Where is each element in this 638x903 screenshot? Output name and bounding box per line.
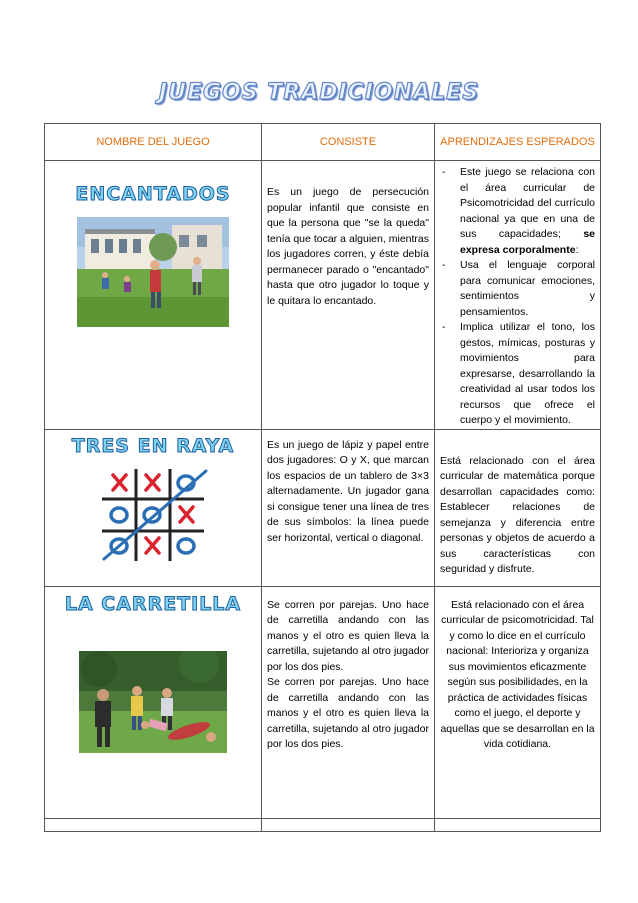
game-name-cell	[45, 429, 262, 586]
tic-tac-toe-board	[88, 465, 218, 565]
description-cell	[262, 429, 435, 586]
game-name-cell	[45, 586, 262, 818]
game-name-la-carretilla: LA CARRETILLA	[64, 592, 242, 615]
header-consiste: CONSISTE	[262, 124, 435, 161]
game-name-cell	[45, 161, 262, 430]
children-playing-photo	[77, 217, 229, 327]
description-cell	[262, 161, 435, 430]
empty-cell	[262, 818, 435, 831]
list-item: - Usa el lenguaje corporal para comunicar emociones, sentimientos y pensamientos.	[440, 258, 595, 320]
learning-cell	[435, 586, 601, 818]
list-item: - Este juego se relaciona con el área curricular de Psicomotricidad del currículo nacional ya que en una de sus capacidades; se expresa corporalmente:	[440, 165, 595, 258]
learning-cell	[435, 429, 601, 586]
table-row	[45, 586, 601, 818]
description-encantados: Es un juego de persecución popular infantil que consiste en que la persona que "se la queda" tenía que tocar a alguien, mientras los jugadores corren, y éste debía permanecer parado o "encantado" hasta que otro jugador lo toque y le quitara lo encantado.	[267, 186, 429, 307]
game-name-tres-en-raya: TRES EN RAYA	[71, 434, 235, 457]
description-tres-en-raya: Es un juego de lápiz y papel entre dos jugadores: O y X, que marcan los espacios de un tablero de 3×3 alternadamente. Un jugador gana si consigue tener una línea de tres de sus símbolos: la línea puede ser horizontal, vertical o diagonal.	[267, 438, 429, 544]
learning-tres-en-raya: Está relacionado con el área curricular de matemática porque desarrollan capacidades como: Establecer relaciones de semejanza y diferencia entre personas y objetos de acuerdo a sus características con seguridad y disfrute.	[440, 454, 595, 575]
empty-cell	[45, 818, 262, 831]
table-row	[45, 161, 601, 430]
description-cell	[262, 586, 435, 818]
empty-row	[45, 818, 601, 831]
header-nombre: NOMBRE DEL JUEGO	[45, 124, 262, 161]
description-la-carretilla: Se corren por parejas. Uno hace de carretilla andando con las manos y el otro es quien lleva la carretilla, sujetando al otro jugador por los dos pies. Se corren por parejas. Uno hace de carretilla andando con las manos y el otro es quien lleva la carretilla, sujetando al otro jugador por los dos pies.	[267, 598, 429, 750]
game-name-encantados: ENCANTADOS	[75, 183, 231, 205]
header-aprendizajes: APRENDIZAJES ESPERADOS	[435, 124, 601, 161]
list-item: - Implica utilizar el tono, los gestos, mímicas, posturas y movimientos para expresarse, desarrollando la creatividad al usar todos los recursos que ofrece el cuerpo y el movimiento.	[440, 320, 595, 429]
learning-cell	[435, 161, 601, 430]
wheelbarrow-race-photo	[79, 651, 227, 753]
learning-la-carretilla: Está relacionado con el área curricular de psicomotricidad. Tal y como lo dice en el currículo nacional: Interioriza y organiza sus movimientos eficazmente según sus posibilidades, en la práctica de actividades físicas como el juego, el deporte y aquellas que se desarrollan en la vida cotidiana.	[440, 598, 595, 750]
page-title: JUEGOS TRADICIONALES	[158, 80, 480, 105]
table-header-row	[45, 124, 601, 161]
table-row	[45, 429, 601, 586]
empty-cell	[435, 818, 601, 831]
learning-list-encantados	[440, 165, 595, 429]
games-table	[44, 123, 601, 832]
